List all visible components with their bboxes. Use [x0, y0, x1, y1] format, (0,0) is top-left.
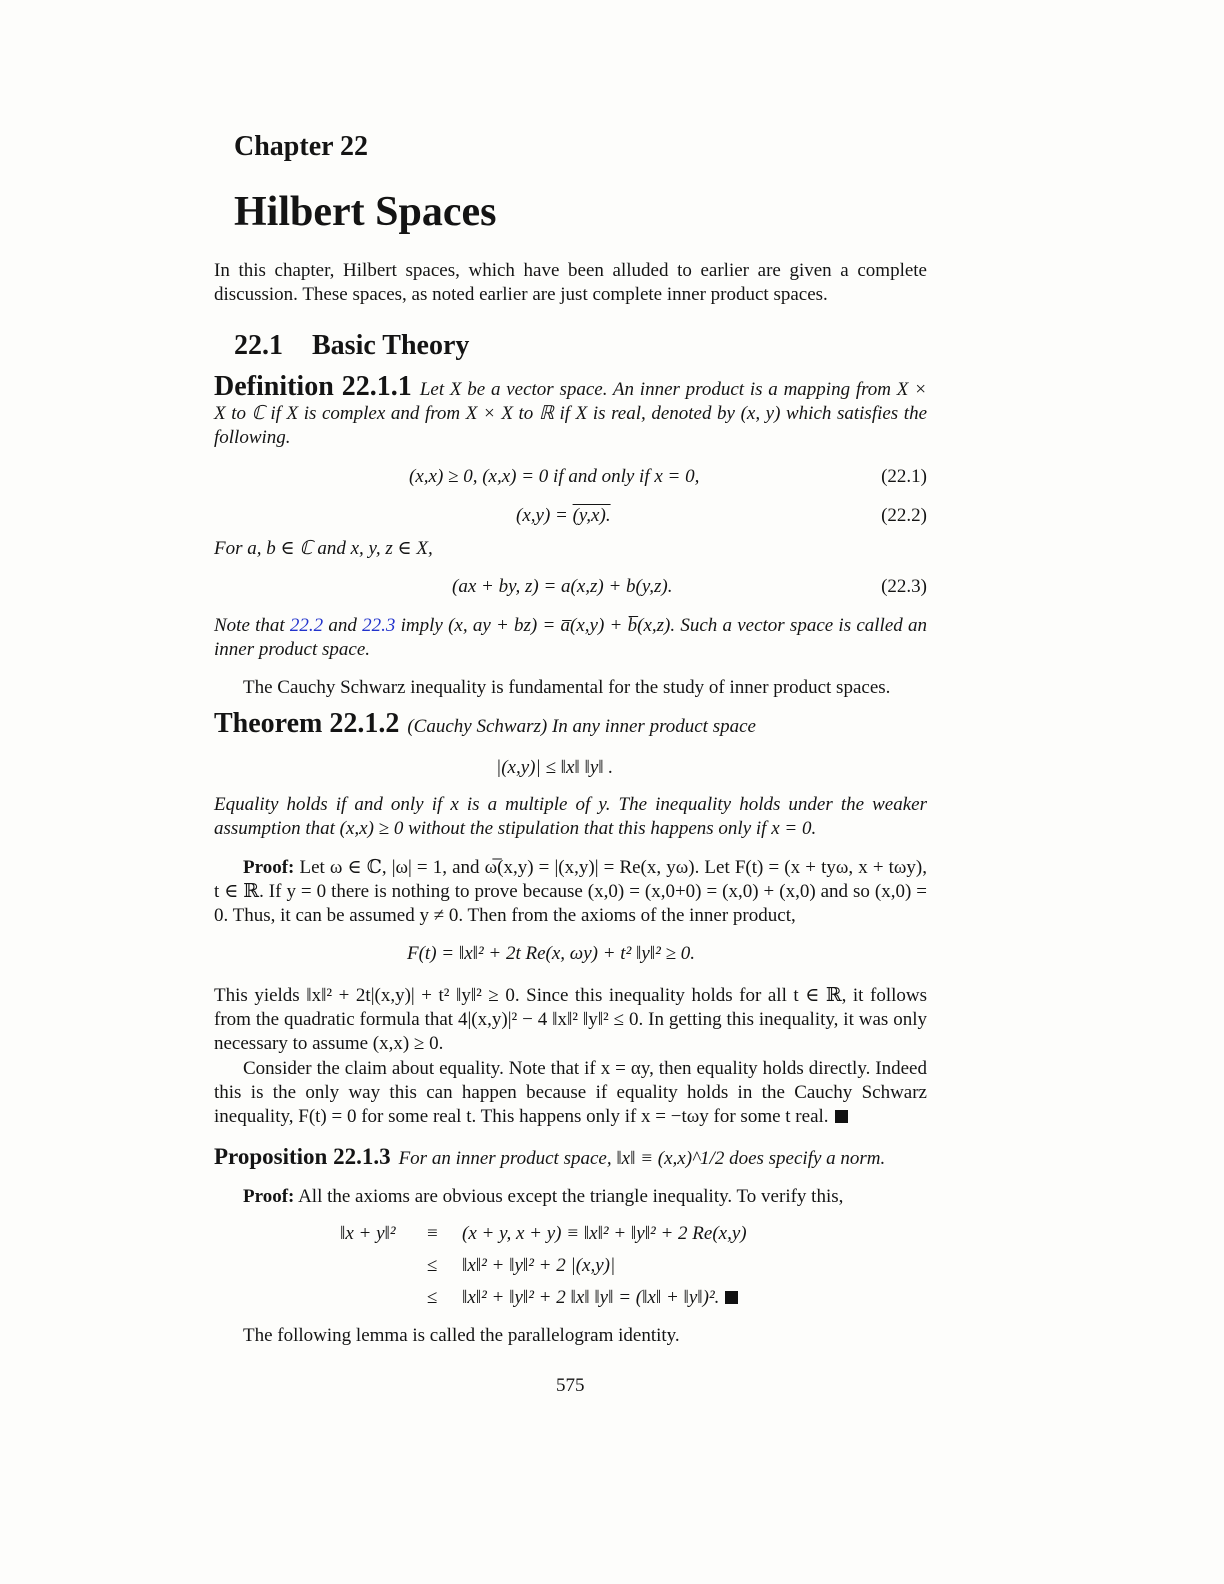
- proposition-block: [214, 1145, 927, 1171]
- theorem-heading: Theorem 22.1.2: [214, 708, 400, 739]
- cauchy-schwarz-intro: The Cauchy Schwarz inequality is fundamental for the study of inner product spaces.: [243, 677, 891, 698]
- intro-paragraph: In this chapter, Hilbert spaces, which have been alluded to earlier are given a complete discussion. These spaces, as noted earlier are just complete inner product spaces.: [214, 260, 927, 305]
- align-rhs-2: ‖x‖² + ‖y‖² + 2 |(x,y)|: [462, 1255, 616, 1276]
- align-rel-2: ≤: [427, 1255, 438, 1276]
- chapter-label: Chapter 22: [234, 131, 369, 162]
- chapter-title: Hilbert Spaces: [234, 189, 497, 235]
- note-text: imply (x, ay + bz) = a̅(x,y) + b̅(x,z). Such a vector space is called an inner product space.: [214, 615, 927, 660]
- definition-block: [214, 371, 928, 450]
- equation-number-22-3: (22.3): [881, 576, 927, 597]
- proof1-display: F(t) = ‖x‖² + 2t Re(x, ωy) + t² ‖y‖² ≥ 0.: [407, 943, 696, 964]
- definition-text: Let X be a vector space. An inner product is a mapping from X × X to ℂ if X is complex and from X × X to ℝ if X is real, denoted by (x, y) which satisfies the following.: [214, 379, 928, 448]
- section-number: 22.1: [234, 330, 283, 361]
- definition-heading: Definition 22.1.1: [214, 371, 412, 402]
- equation-22-2-conjugate: (y,x).: [572, 505, 611, 526]
- equation-22-3: (ax + by, z) = a(x,z) + b(y,z).: [452, 576, 673, 597]
- proof1-after2-text: Consider the claim about equality. Note that if x = αy, then equality holds directly. Indeed this is the only way this can happen because if equality holds in the Cauchy Schwarz inequality, F(t) = 0 for some real t. This happens only if x = −tωy for some t real.: [214, 1058, 927, 1127]
- note-text: and: [323, 615, 363, 636]
- lemma-intro: The following lemma is called the parallelogram identity.: [243, 1325, 680, 1346]
- theorem-text: (Cauchy Schwarz) In any inner product space: [407, 716, 756, 737]
- proof2-text: All the axioms are obvious except the triangle inequality. To verify this,: [298, 1186, 844, 1207]
- qed-square-icon: [835, 1110, 848, 1123]
- proof1-label: Proof:: [243, 857, 295, 878]
- definition-note: [214, 614, 927, 662]
- equation-number-22-1: (22.1): [881, 466, 927, 487]
- align-lhs: ‖x + y‖²: [340, 1223, 396, 1244]
- equation-link-22-2[interactable]: 22.2: [289, 615, 324, 636]
- qed-square-icon: [725, 1291, 738, 1304]
- align-rel-3: ≤: [427, 1287, 438, 1308]
- proof1-after2: [214, 1057, 927, 1129]
- proof2-paragraph: [214, 1185, 927, 1209]
- align-rel-1: ≡: [427, 1223, 438, 1244]
- theorem-display: |(x,y)| ≤ ‖x‖ ‖y‖ .: [496, 757, 614, 778]
- proof1-after1: This yields ‖x‖² + 2t|(x,y)| + t² ‖y‖² ≥ 0. Since this inequality holds for all t ∈ ℝ, it follows from the quadratic formula that 4|(x,y)|² − 4 ‖x‖² ‖y‖² ≤ 0. In getting this inequality, it was only necessary to assume (x,x) ≥ 0.: [214, 985, 927, 1054]
- align-rhs-3: [462, 1287, 738, 1309]
- note-text: Note that: [214, 615, 290, 636]
- theorem-block: [214, 708, 927, 739]
- section-title: Basic Theory: [312, 330, 470, 361]
- page-number: 575: [556, 1375, 585, 1396]
- section-heading: [234, 330, 469, 362]
- definition-for-line: For a, b ∈ ℂ and x, y, z ∈ X,: [214, 538, 433, 559]
- equation-number-22-2: (22.2): [881, 505, 927, 526]
- align-rhs-1: (x + y, x + y) ≡ ‖x‖² + ‖y‖² + 2 Re(x,y): [462, 1223, 747, 1244]
- align-rhs-3-text: ‖x‖² + ‖y‖² + 2 ‖x‖ ‖y‖ = (‖x‖ + ‖y‖)².: [462, 1287, 720, 1308]
- proposition-heading: Proposition 22.1.3: [214, 1144, 391, 1169]
- proof2-label: Proof:: [243, 1186, 295, 1207]
- equation-22-2: [516, 505, 611, 527]
- proof1-paragraph: [214, 856, 927, 928]
- equation-22-1: (x,x) ≥ 0, (x,x) = 0 if and only if x = 0,: [409, 466, 700, 487]
- equation-link-22-3[interactable]: 22.3: [362, 615, 396, 636]
- proof1-text: Let ω ∈ ℂ, |ω| = 1, and ω̅(x,y) = |(x,y)| = Re(x, yω). Let F(t) = (x + tyω, x + tωy), t ∈ ℝ. If y = 0 there is nothing to prove because (x,0) = (x,0+0) = (x,0) + (x,0) and so (x,0) = 0. Thus, it can be assumed y ≠ 0. Then from the axioms of the inner product,: [214, 857, 928, 926]
- theorem-after: Equality holds if and only if x is a multiple of y. The inequality holds under the weaker assumption that (x,x) ≥ 0 without the stipulation that this happens only if x = 0.: [214, 794, 927, 839]
- proposition-text: For an inner product space, ‖x‖ ≡ (x,x)^1/2 does specify a norm.: [398, 1148, 886, 1169]
- equation-22-2-left: (x,y) =: [516, 505, 573, 526]
